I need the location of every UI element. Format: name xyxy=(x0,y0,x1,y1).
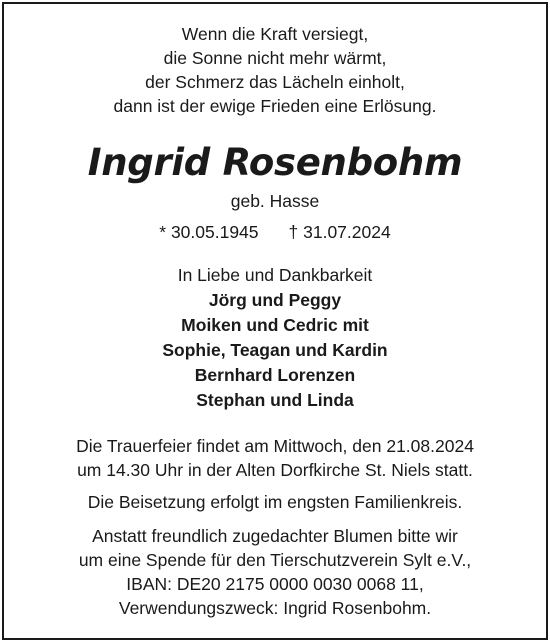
donation-line-2: um eine Spende für den Tierschutzverein Sylt e.V., xyxy=(78,550,472,570)
mourner-line-2: Moiken und Cedric mit xyxy=(181,315,369,335)
birth-date: * 30.05.1945 xyxy=(159,222,259,242)
poem-line-4: dann ist der ewige Frieden eine Erlösung. xyxy=(113,96,437,116)
mourner-line-3: Sophie, Teagan und Kardin xyxy=(162,340,388,360)
donation-line-4: Verwendungszweck: Ingrid Rosenbohm. xyxy=(118,598,432,618)
mourner-line-5: Stephan und Linda xyxy=(196,390,354,410)
obituary-notice xyxy=(2,2,548,640)
burial-note: Die Beisetzung erfolgt im engsten Familienkreis. xyxy=(87,492,463,512)
mourner-line-1: Jörg und Peggy xyxy=(208,290,342,310)
funeral-line-1: Die Trauerfeier findet am Mittwoch, den 21.08.2024 xyxy=(76,436,474,456)
mourner-line-4: Bernhard Lorenzen xyxy=(194,365,356,385)
poem-line-1: Wenn die Kraft versiegt, xyxy=(181,24,369,44)
death-date: † 31.07.2024 xyxy=(288,222,391,242)
poem-line-2: die Sonne nicht mehr wärmt, xyxy=(163,48,387,68)
maiden-name: geb. Hasse xyxy=(230,191,320,211)
donation-line-3: IBAN: DE20 2175 0000 0030 0068 11, xyxy=(126,574,424,594)
donation-line-1: Anstatt freundlich zugedachter Blumen bitte wir xyxy=(92,526,458,546)
poem-line-3: der Schmerz das Lächeln einholt, xyxy=(145,72,405,92)
life-dates xyxy=(4,224,546,242)
mourners-intro: In Liebe und Dankbarkeit xyxy=(177,265,373,285)
funeral-line-2: um 14.30 Uhr in der Alten Dorfkirche St. Niels statt. xyxy=(77,460,473,480)
deceased-name: Ingrid Rosenbohm xyxy=(87,141,463,184)
